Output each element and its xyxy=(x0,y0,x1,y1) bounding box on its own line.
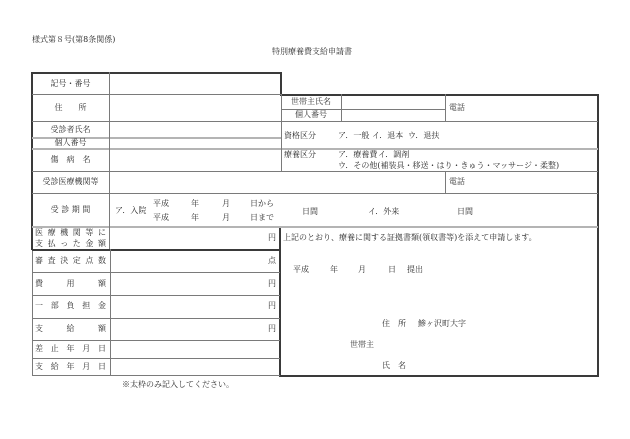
row-line xyxy=(32,193,598,194)
column-line xyxy=(341,94,342,121)
qualification-label: 資格区分 xyxy=(284,131,316,140)
personal-number-label: 個人番号 xyxy=(54,138,87,147)
form-title: 特別療養費支給申請書 xyxy=(272,47,352,56)
row-line xyxy=(32,318,280,319)
qualification-option-retired: イ．退本 xyxy=(372,131,404,140)
address-field xyxy=(110,95,280,121)
row-line xyxy=(32,340,280,341)
row-line xyxy=(32,358,280,359)
row-line xyxy=(32,249,281,251)
office-row-unit: 円 xyxy=(268,301,276,310)
patient-name-label: 受診者氏名 xyxy=(50,125,91,134)
declaration-statement: 上記のとおり、療養に関する証拠書類(領収書等)を添えて申請します。 xyxy=(283,233,537,242)
period-from-year: 年 xyxy=(191,199,199,208)
row-line xyxy=(32,226,598,228)
border-line xyxy=(280,94,599,96)
household-personal-number-label: 個人番号 xyxy=(295,110,327,119)
paid-amount-label-line2: 支 払 っ た 金 額 xyxy=(35,239,106,248)
office-row-label: 差 止 年 月 日 xyxy=(35,344,106,353)
paid-amount-label-line1: 医 療 機 関 等 に xyxy=(35,228,106,237)
paid-amount-unit: 円 xyxy=(268,233,276,242)
office-row-label: 費 用 額 xyxy=(35,279,106,288)
period-to-month: 月 xyxy=(222,213,230,222)
qualification-option-general: ア．一般 xyxy=(338,131,370,140)
border-line xyxy=(280,375,599,377)
submission-year: 年 xyxy=(330,265,338,274)
form-number: 様式第８号(第8条関係) xyxy=(32,35,116,44)
inpatient-label: ア．入院 xyxy=(115,206,147,215)
period-label: 受 診 期 間 xyxy=(50,205,91,214)
submission-day: 日 xyxy=(388,265,396,274)
treatment-option-dispensing: イ．調剤 xyxy=(378,150,410,159)
period-to-day: 日まで xyxy=(250,213,274,222)
household-head-name-label: 世帯主氏名 xyxy=(291,97,331,106)
column-line xyxy=(445,94,446,121)
office-row-unit: 円 xyxy=(268,279,276,288)
medical-institution-label: 受診医療機関等 xyxy=(42,177,99,186)
period-to-era: 平成 xyxy=(153,213,169,222)
applicant-address-value: 鯵ヶ沢町大字 xyxy=(418,319,466,328)
row-line xyxy=(32,121,598,122)
treatment-option-other: ウ．その他(補装具・移送・はり・きゅう・マッサージ・柔整) xyxy=(338,161,560,170)
submission-month: 月 xyxy=(358,265,366,274)
outpatient-days-label: 日間 xyxy=(457,207,473,216)
applicant-address-label: 住 所 xyxy=(382,319,406,328)
submission-era: 平成 xyxy=(293,265,309,274)
treatment-label: 療養区分 xyxy=(284,150,316,159)
row-line xyxy=(32,171,598,172)
column-line xyxy=(445,171,446,193)
office-row-label: 一 部 負 担 金 xyxy=(35,301,106,310)
inpatient-days-label: 日間 xyxy=(302,207,318,216)
row-line xyxy=(32,375,280,376)
household-head-label: 世帯主 xyxy=(350,340,374,349)
row-line xyxy=(32,295,280,296)
institution-phone-label: 電話 xyxy=(449,177,465,186)
period-from-era: 平成 xyxy=(153,199,169,208)
symbol-number-label: 記号・番号 xyxy=(50,79,91,88)
column-line xyxy=(110,249,111,375)
qualification-option-retired-dependent: ウ．退扶 xyxy=(408,131,440,140)
submission-label: 提出 xyxy=(407,265,423,274)
footnote: ※太枠のみ記入してください。 xyxy=(122,380,234,389)
period-from-day: 日から xyxy=(250,199,274,208)
symbol-number-field xyxy=(110,73,280,94)
treatment-option-medical-cost: ア．療養費 xyxy=(338,150,378,159)
office-row-unit: 点 xyxy=(268,256,276,265)
outpatient-label: イ．外来 xyxy=(368,207,400,216)
office-row-label: 支 給 額 xyxy=(35,324,106,333)
row-line xyxy=(32,272,280,273)
household-phone-label: 電話 xyxy=(449,103,465,112)
applicant-name-label: 氏 名 xyxy=(382,361,406,370)
disease-name-label: 傷 病 名 xyxy=(50,155,91,164)
period-to-year: 年 xyxy=(191,213,199,222)
border-line xyxy=(597,94,599,377)
period-from-month: 月 xyxy=(222,199,230,208)
office-row-label: 審 査 決 定 点 数 xyxy=(35,256,106,265)
office-row-label: 支 給 年 月 日 xyxy=(35,362,106,371)
border-line xyxy=(32,249,33,376)
office-row-unit: 円 xyxy=(268,324,276,333)
address-label: 住 所 xyxy=(54,103,87,112)
border-line xyxy=(280,72,282,95)
